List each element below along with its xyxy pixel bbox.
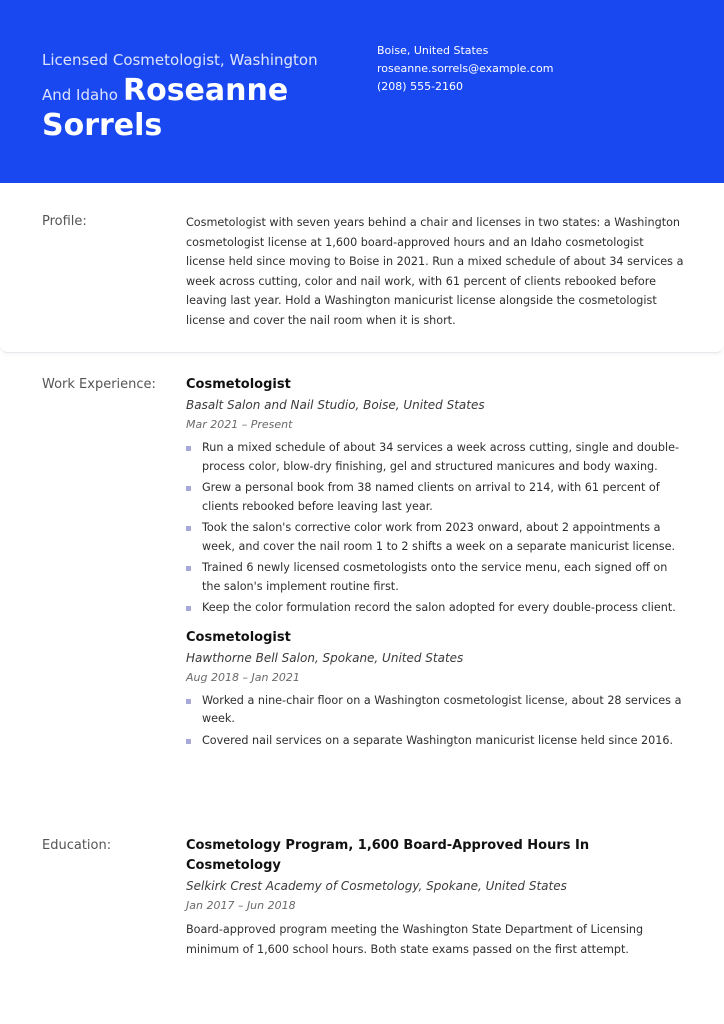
- bullet-item: [186, 692, 686, 729]
- profile-section: [0, 183, 724, 353]
- phone[interactable]: (208) 555-2160: [377, 80, 464, 93]
- bullet-text: Run a mixed schedule of about 34 services a week across cutting, single and double-process color, blow-dry finishing, gel and structured manicures and body waxing.: [202, 441, 680, 473]
- bullet-marker: [186, 446, 191, 451]
- education-program: Cosmetology Program, 1,600 Board-Approved Hours In Cosmetology: [186, 838, 590, 873]
- bullet-text: Grew a personal book from 38 named clients on arrival to 214, with 61 percent of clients rebooked before leaving last year.: [202, 481, 660, 513]
- bullet-marker: [186, 739, 191, 744]
- bullet-item: [186, 732, 686, 751]
- bullet-text: Trained 6 newly licensed cosmetologists onto the service menu, each signed off on the salon's implement routine first.: [202, 561, 668, 593]
- education-school: Selkirk Crest Academy of Cosmetology, Spokane, United States: [186, 879, 567, 893]
- work-experience: [186, 375, 686, 760]
- job-position: Cosmetologist: [186, 377, 291, 392]
- education: [186, 836, 686, 959]
- candidate-name: Roseanne Sorrels: [42, 73, 289, 143]
- bullet-item: [186, 599, 686, 618]
- job-entry: [186, 375, 686, 618]
- employer: Basalt Salon and Nail Studio, Boise, United States: [186, 398, 485, 412]
- resume-header: [0, 0, 724, 183]
- education-description: Board-approved program meeting the Washington State Department of Licensing minimum of 1,600 school hours. Both state exams passed on the first attempt.: [186, 923, 644, 956]
- title-block: [42, 46, 342, 143]
- bullet-item: [186, 559, 686, 596]
- bullet-marker: [186, 526, 191, 531]
- profile-label: Profile:: [42, 214, 87, 229]
- bullet-marker: [186, 606, 191, 611]
- job-dates: Aug 2018 – Jan 2021: [186, 670, 300, 684]
- bullet-marker: [186, 566, 191, 571]
- job-bullets: [186, 692, 686, 751]
- bullet-item: [186, 439, 686, 476]
- work-experience-label: Work Experience:: [42, 377, 156, 392]
- bullet-item: [186, 519, 686, 556]
- bullet-item: [186, 479, 686, 516]
- bullet-text: Covered nail services on a separate Washington manicurist license held since 2016.: [202, 733, 674, 747]
- job-bullets: [186, 439, 686, 618]
- contact-block: [377, 42, 553, 96]
- job-position: Cosmetologist: [186, 629, 291, 645]
- job-title: Licensed Cosmetologist, Washington And Idaho: [42, 51, 318, 104]
- job-dates: Mar 2021 – Present: [186, 418, 293, 431]
- employer: Hawthorne Bell Salon, Spokane, United States: [186, 650, 464, 665]
- bullet-text: Took the salon's corrective color work from 2023 onward, about 2 appointments a week, and cover the nail room 1 to 2 shifts a week on a separate manicurist license.: [202, 521, 676, 553]
- email[interactable]: roseanne.sorrels@example.com: [377, 62, 554, 75]
- location: Boise, United States: [377, 44, 489, 57]
- bullet-text: Worked a nine-chair floor on a Washington cosmetologist license, about 28 services a week.: [202, 693, 682, 725]
- profile-text: Cosmetologist with seven years behind a chair and licenses in two states: a Washington cosmetologist license at 1,600 board-approved hours and an Idaho cosmetologist license held since moving to Boise in 2021. Run a mixed schedule of about 34 services a week across cutting, color and nail work, with 61 percent of clients rebooked before leaving last year. Hold a Washington manicurist license alongside the cosmetologist license and cover the nail room when it is short.: [186, 216, 684, 327]
- bullet-marker: [186, 486, 191, 491]
- education-dates: Jan 2017 – Jun 2018: [186, 899, 296, 912]
- bullet-text: Keep the color formulation record the salon adopted for every double-process client.: [202, 601, 676, 614]
- bullet-marker: [186, 699, 191, 704]
- education-label: Education:: [42, 838, 112, 853]
- job-entry: [186, 628, 686, 751]
